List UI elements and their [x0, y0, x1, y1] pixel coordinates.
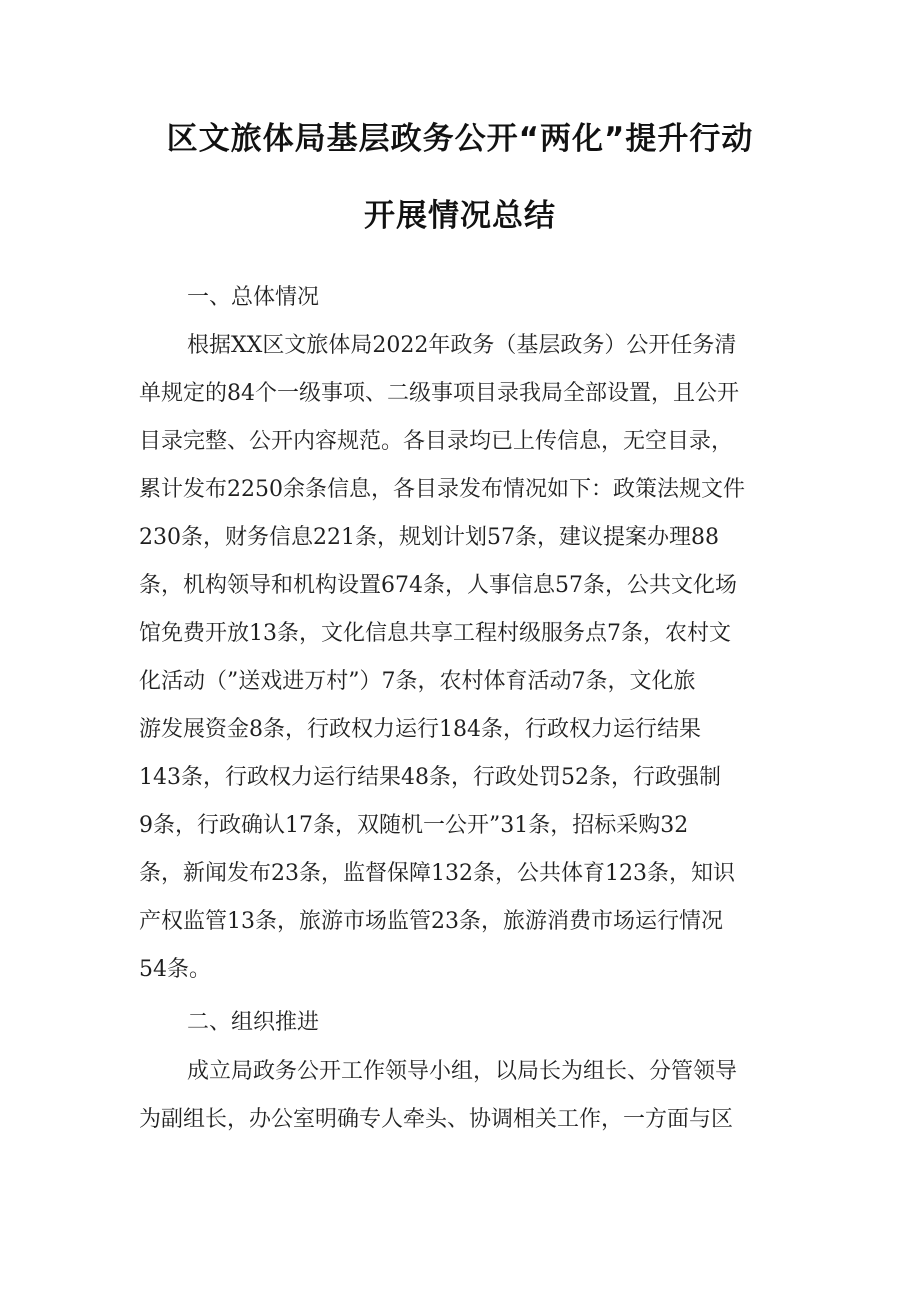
paragraph-line: 条，机构领导和机构设置674条，人事信息57条，公共文化场: [139, 573, 737, 598]
paragraph-line: 143条，行政权力运行结果48条，行政处罚52条，行政强制: [139, 765, 721, 790]
paragraph-line: 馆免费开放13条，文化信息共享工程村级服务点7条，农村文: [139, 621, 731, 646]
section-heading-organization: 二、组织推进: [187, 1010, 320, 1035]
section-heading-overview: 一、总体情况: [187, 285, 320, 310]
paragraph-line: 化活动（”送戏进万村”）7条，农村体育活动7条，文化旅: [139, 669, 696, 694]
paragraph-line: 根据XX区文旅体局2022年政务（基层政务）公开任务清: [187, 333, 737, 358]
paragraph-line: 230条，财务信息221条，规划计划57条，建议提案办理88: [139, 525, 719, 550]
paragraph-line: 54条。: [139, 957, 211, 982]
paragraph-line: 成立局政务公开工作领导小组，以局长为组长、分管领导: [187, 1059, 738, 1084]
paragraph-line: 单规定的84个一级事项、二级事项目录我局全部设置，且公开: [139, 381, 739, 406]
paragraph-line: 游发展资金8条，行政权力运行184条，行政权力运行结果: [139, 717, 701, 742]
paragraph-line: 目录完整、公开内容规范。各目录均已上传信息，无空目录，: [139, 429, 734, 454]
document-title-line-1: 区文旅体局基层政务公开“两化”提升行动: [166, 121, 754, 157]
document-title-line-2: 开展情况总结: [364, 198, 556, 234]
paragraph-line: 9条，行政确认17条，双随机一公开”31条，招标采购32: [139, 813, 689, 838]
paragraph-line: 条，新闻发布23条，监督保障132条，公共体育123条，知识: [139, 861, 735, 886]
paragraph-line: 产权监管13条，旅游市场监管23条，旅游消费市场运行情况: [139, 909, 723, 934]
paragraph-line: 为副组长，办公室明确专人牵头、协调相关工作，一方面与区: [139, 1107, 734, 1132]
paragraph-line: 累计发布2250余条信息，各目录发布情况如下：政策法规文件: [139, 477, 745, 502]
